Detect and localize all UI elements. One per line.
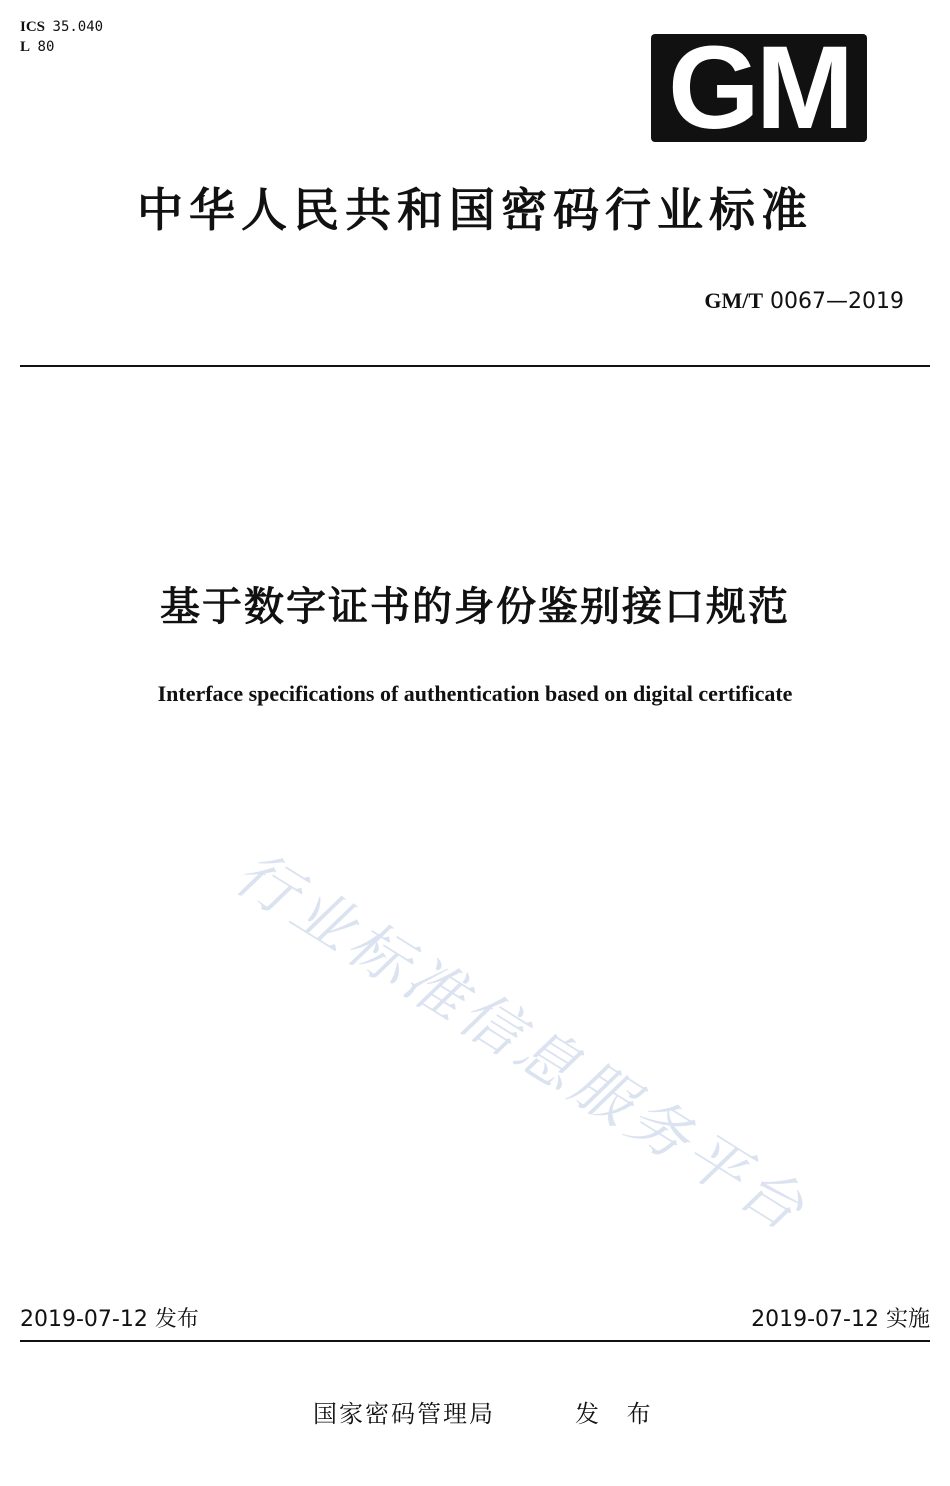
issue-label: 发布 [154,1307,199,1332]
bottom-divider [20,1340,930,1342]
ics-code-line [20,18,103,36]
standard-prefix: GM/T [704,288,764,313]
ccs-code-line [20,38,54,56]
industry-title: 中华人民共和国密码行业标准 [137,183,813,237]
publisher-name: 国家密码管理局 [313,1400,495,1428]
document-title-english: Interface specifications of authentication based on digital certificate [157,681,793,706]
effective-label: 实施 [885,1307,930,1332]
publish-label: 发 布 [575,1400,661,1428]
ccs-code: 80 [37,39,55,55]
effective-date: 2019-07-12 [751,1307,879,1332]
watermark: 行业标准信息服务平台 [222,838,820,1248]
gm-logo-text: GM [667,34,851,142]
ics-label: ICS [20,19,46,35]
top-divider [20,365,930,367]
document-title-chinese: 基于数字证书的身份鉴别接口规范 [160,584,790,630]
ccs-label: L [20,39,31,55]
gm-logo [651,34,867,142]
standard-number-value: 0067—2019 [770,289,904,314]
issue-date-line [20,1305,199,1335]
effective-date-line [751,1305,930,1335]
issue-date: 2019-07-12 [20,1307,148,1332]
ics-code: 35.040 [52,19,104,35]
standard-number [704,287,904,316]
